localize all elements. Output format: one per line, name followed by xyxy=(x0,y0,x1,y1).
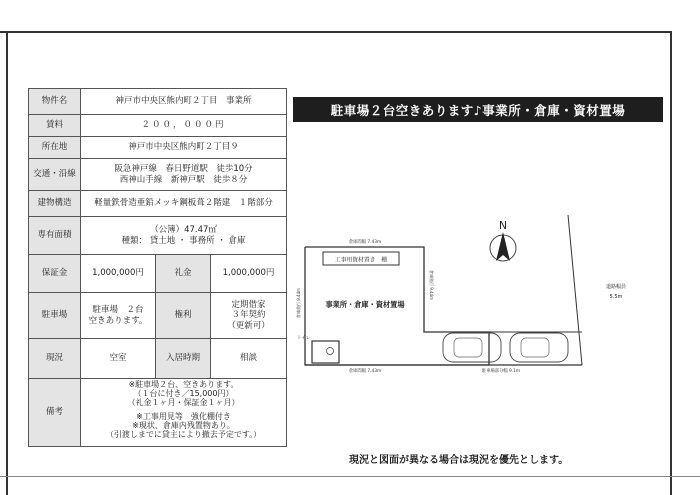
road-width-value: 5.5m xyxy=(609,294,623,300)
road-width-label: 道路幅員 xyxy=(605,284,627,290)
label-rights: 権利 xyxy=(156,293,211,339)
footer-note: 現況と図面が異なる場合は現況を優先とします。 xyxy=(349,455,569,466)
value-parking xyxy=(81,293,156,339)
frame-left-line xyxy=(6,31,8,495)
remarks-line-5: ※工事用見等 強化棚付き xyxy=(136,411,231,421)
value-key-money: 1,000,000円 xyxy=(211,255,287,293)
dim-parking: 駐車場部分幅 9.1m xyxy=(481,369,521,374)
frame-bottom-line xyxy=(0,476,700,477)
row-address xyxy=(29,137,287,159)
label-status: 現況 xyxy=(29,339,81,379)
row-parking xyxy=(29,293,287,339)
value-status: 空室 xyxy=(81,339,156,379)
value-move-in: 相談 xyxy=(211,339,287,379)
row-remarks xyxy=(29,379,287,447)
north-label: N xyxy=(498,219,508,232)
frame-top-line xyxy=(0,31,672,33)
rights-line-3: （更新可） xyxy=(227,320,270,331)
remarks-line-7: （引渡しまでに貸主により撤去予定です。） xyxy=(105,429,262,439)
access-line-1: 阪急神戸線 春日野道駅 徒歩10分 xyxy=(114,164,253,175)
value-rent: ２００，０００円 xyxy=(81,115,287,137)
area-line-2: 種類： 貸土地 ・ 事務所 ・ 倉庫 xyxy=(121,235,246,246)
rights-line-2: ３年契約 xyxy=(231,310,266,321)
row-deposit xyxy=(29,255,287,293)
label-move-in: 入居時期 xyxy=(156,339,211,379)
frame-right-line xyxy=(670,31,672,495)
vacancy-banner: 駐車場２台空きあります♪事業所・倉庫・資材置場 xyxy=(293,97,663,122)
site-floor-plan xyxy=(284,205,670,385)
dim-right: 倉庫奥行 9.44m xyxy=(429,269,434,301)
toilet-icon xyxy=(327,348,334,355)
value-address: 神戸市中央区熊内町２丁目９ xyxy=(81,137,287,159)
row-structure xyxy=(29,191,287,217)
label-remarks: 備考 xyxy=(29,379,81,447)
remarks-line-2: （１台に付き／15,000円） xyxy=(133,388,234,398)
label-key-money: 礼金 xyxy=(156,255,211,293)
remarks-line-6: ※現状、倉庫内残置物あり。 xyxy=(132,420,235,430)
dim-left: 倉庫奥行 9.44m xyxy=(296,287,301,319)
rights-line-1: 定期借家 xyxy=(231,300,266,311)
label-rent: 賃料 xyxy=(29,115,81,137)
access-line-2: 西神山手線 新神戸駅 徒歩８分 xyxy=(119,174,248,185)
value-remarks xyxy=(81,379,287,447)
value-structure: 軽量鉄骨造亜鉛メッキ鋼板葺２階建 １階部分 xyxy=(81,191,287,217)
label-deposit: 保証金 xyxy=(29,255,81,293)
dim-bottom: 倉庫間幅 7.43m xyxy=(348,369,382,374)
value-deposit: 1,000,000円 xyxy=(81,255,156,293)
area-line-1: （公簿）47.47㎡ xyxy=(150,225,217,236)
dim-top: 倉庫間幅 7.43m xyxy=(348,240,382,245)
property-spec-table xyxy=(28,88,287,447)
remarks-line-3: （礼金１ヶ月・保証金１ヶ月） xyxy=(127,397,240,407)
toilet-room xyxy=(312,341,339,363)
label-structure: 建物構造 xyxy=(29,191,81,217)
label-property-name: 物件名 xyxy=(29,89,81,115)
value-rights xyxy=(211,293,287,339)
row-rent xyxy=(29,115,287,137)
label-access: 交通・沿線 xyxy=(29,159,81,191)
main-use-label: 事業所・倉庫・資材置場 xyxy=(325,300,405,309)
row-status xyxy=(29,339,287,379)
remarks-line-1: ※駐車場２台、空きあります。 xyxy=(128,380,239,389)
row-property-name xyxy=(29,89,287,115)
parking-car-2 xyxy=(510,333,568,362)
material-shelf-label: 工事用資材置き 棚 xyxy=(334,257,388,264)
label-parking: 駐車場 xyxy=(29,293,81,339)
toilet-label: トイレ xyxy=(297,336,311,341)
road-edge-line xyxy=(568,215,582,365)
value-access xyxy=(81,159,287,191)
label-address: 所在地 xyxy=(29,137,81,159)
parking-car-1 xyxy=(443,333,501,362)
row-access xyxy=(29,159,287,191)
value-area xyxy=(81,217,287,255)
label-area: 専有面積 xyxy=(29,217,81,255)
value-property-name: 神戸市中央区熊内町２丁目 事業所 xyxy=(81,89,287,115)
parking-line-2: 空きあります。 xyxy=(88,315,148,326)
row-area xyxy=(29,217,287,255)
parking-line-1: 駐車場 ２台 xyxy=(92,305,144,316)
